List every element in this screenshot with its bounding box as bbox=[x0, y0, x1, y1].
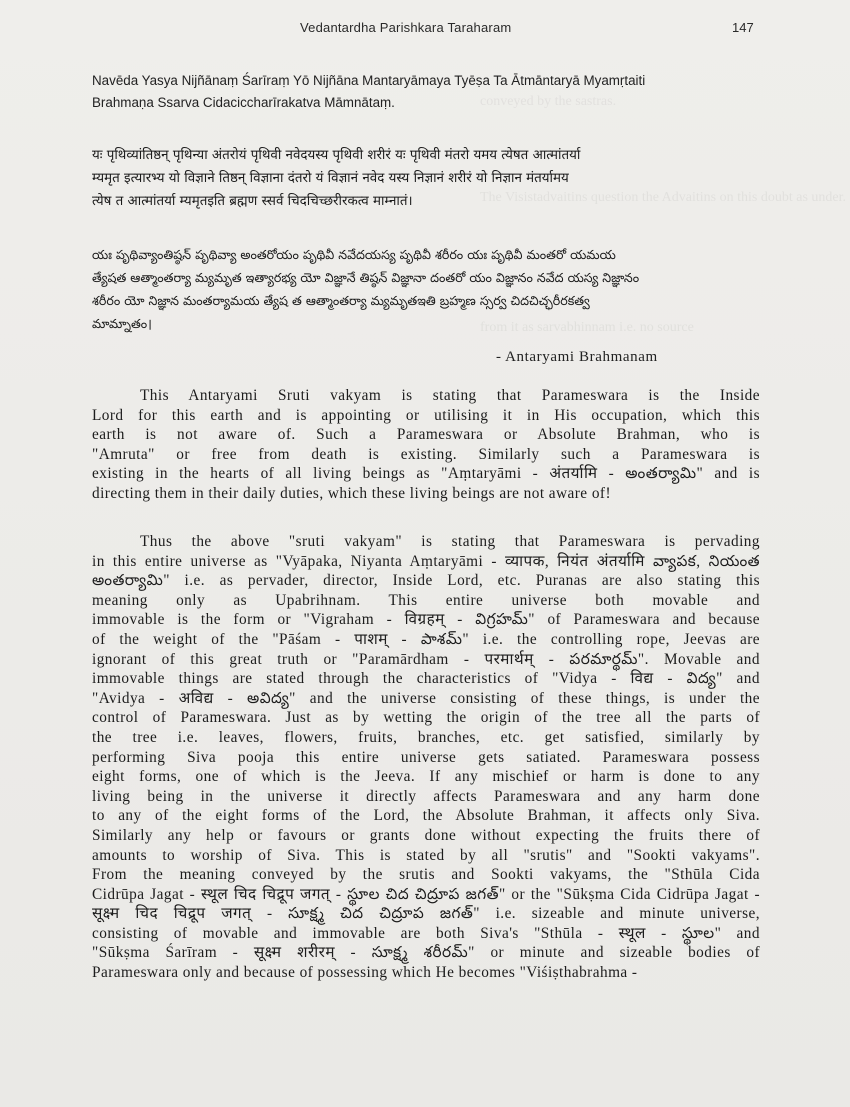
paragraph-line: existing in the hearts of all living beings as "Aṃtaryāmi - अंतर्यामि - అంతర్యామి" and is bbox=[92, 465, 760, 483]
devanagari-line: त्येष त आत्मांतर्या म्यमृतइति ब्रह्मण स्सर्व चिदचिच्छरीरकत्व माम्नातं। bbox=[92, 194, 413, 209]
paragraph-line: of the weight of the "Pāśam - पाशम् - పాశమ్" i.e. the controlling rope, Jeevas are bbox=[92, 630, 760, 648]
transliteration-block bbox=[92, 70, 762, 114]
paragraph-line: meaning only as Upabrihnam. This entire universe both movable and bbox=[92, 591, 760, 609]
devanagari-line: म्यमृत इत्यारभ्य यो विज्ञाने तिष्ठन् विज्ञाना दंतरो यं विज्ञानं नवेद यस्य निज्ञानं शरीरं यो निज्ञान मंतर्यामय bbox=[92, 171, 569, 186]
paragraph-antaryami bbox=[92, 386, 760, 504]
running-title: Vedantardha Parishkara Taraharam bbox=[300, 20, 512, 35]
paragraph-line: This Antaryami Sruti vakyam is stating that Parameswara is the Inside bbox=[140, 387, 760, 404]
paragraph-line: amounts to worship of Siva. This is stated by all "srutis" and "Sookti vakyams". bbox=[92, 846, 760, 864]
translit-line: Navēda Yasya Nijñānaṃ Śarīraṃ Yō Nijñāna Mantaryāmaya Tyēṣa Ta Ātmāntaryā Myamṛtaiti bbox=[92, 73, 646, 88]
telugu-line: శరీరం యో నిజ్ఞాన మంతర్యామయ త్యేష త ఆత్మాంతర్యా మ్యమృతఇతి బ్రహ్మణ స్సర్వ చిదచిచ్ఛరీరకత్వ bbox=[92, 293, 590, 308]
paragraph-line: "Amruta" or free from death is existing. Similarly such a Parameswara is bbox=[92, 445, 760, 463]
devanagari-verse bbox=[92, 144, 764, 213]
bleed-through-text: conveyed by the sastras. bbox=[480, 94, 617, 109]
paragraph-line: అంతర్యామి" i.e. as pervader, director, Inside Lord, etc. Puranas are also stating this bbox=[92, 572, 760, 590]
bleed-through-text: The Visistadvaitins question the Advaitins on this doubt as under. bbox=[480, 190, 846, 205]
paragraph-pervading bbox=[92, 532, 760, 983]
paragraph-line: immovable things are stated through the characteristics of "Vidya - विद्य - విద్య" and bbox=[92, 670, 760, 688]
verse-attribution: - Antaryami Brahmanam bbox=[496, 349, 658, 365]
paragraph-line: control of Parameswara. Just as by wetting the origin of the tree all the parts of bbox=[92, 709, 760, 727]
paragraph-line: Thus the above "sruti vakyam" is stating that Parameswara is pervading bbox=[140, 533, 760, 550]
devanagari-line: यः पृथिव्यांतिष्ठन् पृथिन्या अंतरोयं पृथिवी नवेदयस्य पृथिवी शरीरं यः पृथिवी मंतरो यमय त्येषत आत्मांतर्या bbox=[92, 148, 581, 163]
paragraph-line: Parameswara only and because of possessing which He becomes "Viśiṣthabrahma - bbox=[92, 964, 638, 982]
paragraph-line: immovable is the form or "Vigraham - विग्रहम् - విగ్రహమ్" of Parameswara and because bbox=[92, 611, 760, 629]
paragraph-line: performing Siva pooja this entire universe gets satiated. Parameswara possess bbox=[92, 748, 760, 766]
telugu-line: యః పృథివ్యాంతిష్ఠన్ పృథివ్యా అంతరోయం పృథివీ నవేదయస్య పృథివీ శరీరం యః పృథివీ మంతరో యమయ bbox=[92, 247, 616, 262]
page-number: 147 bbox=[732, 20, 754, 35]
telugu-line: త్యేషత ఆత్మాంతర్యా మ్యమృత ఇత్యారభ్య యో విజ్ఞానే తిష్ఠన్ విజ్ఞానా దంతరో యం విజ్ఞానం నవేద యస్య నిజ్ఞానం bbox=[92, 270, 640, 285]
paragraph-line: directing them in their daily duties, which these living beings are not aware of! bbox=[92, 484, 612, 502]
telugu-line: మామ్నాతం। bbox=[92, 316, 152, 331]
paragraph-line: Lord for this earth and is appointing or utilising it in His occupation, which this bbox=[92, 406, 760, 424]
paragraph-line: earth is not aware of. Such a Parameswara or Absolute Brahman, who is bbox=[92, 426, 760, 444]
paragraph-line: consisting of movable and immovable are both Siva's "Sthūla - स्थूल - స్థూల" and bbox=[92, 924, 760, 942]
paragraph-line: "Avidya - अविद्य - అవిద్య" and the universe consisting of these things, is under the bbox=[92, 689, 760, 707]
paragraph-line: living being in the universe it directly affects Parameswara and any harm done bbox=[92, 787, 760, 805]
paragraph-line: Cidrūpa Jagat - स्थूल चिद चिद्रूप जगत् - స్థూల చిద చిద్రూప జగత్" or the "Sūkṣma Cida Cidrūpa Jagat - bbox=[92, 885, 760, 903]
bleed-through-text: from it as sarvabhinnam i.e. no source bbox=[480, 320, 694, 335]
paragraph-line: in this entire universe as "Vyāpaka, Niyanta Aṃtaryāmi - व्यापक, नियंत अंतर्यामि వ్యాపక, నియంత bbox=[92, 552, 760, 570]
paragraph-line: to any of the eight forms of the Lord, the Absolute Brahman, it affects only Siva. bbox=[92, 807, 760, 825]
paragraph-line: From the meaning conveyed by the srutis and Sookti vakyams, the "Sthūla Cida bbox=[92, 866, 760, 884]
paragraph-line: the tree i.e. leaves, flowers, fruits, branches, etc. get satisfied, similarly by bbox=[92, 728, 760, 746]
paragraph-line: "Sūkṣma Śarīram - सूक्ष्म शरीरम् - సూక్ష్మ శరీరమ్" or minute and sizeable bodies of bbox=[92, 944, 760, 962]
paragraph-line: सूक्ष्म चिद चिद्रूप जगत् - సూక్ష్మ చిద చిద్రూప జగత్" i.e. sizeable and minute universe, bbox=[92, 905, 760, 923]
paragraph-line: ignorant of this great truth or "Paramārdham - परमार्थम् - పరమార్థమ్". Movable and bbox=[92, 650, 760, 668]
paragraph-line: eight forms, one of which is the Jeeva. If any mischief or harm is done to any bbox=[92, 768, 760, 786]
translit-line: Brahmaṇa Ssarva Cidaciccharīrakatva Māmnātaṃ. bbox=[92, 95, 395, 110]
paragraph-line: Similarly any help or favours or grants done without expecting the fruits there of bbox=[92, 826, 760, 844]
telugu-verse bbox=[92, 243, 764, 335]
